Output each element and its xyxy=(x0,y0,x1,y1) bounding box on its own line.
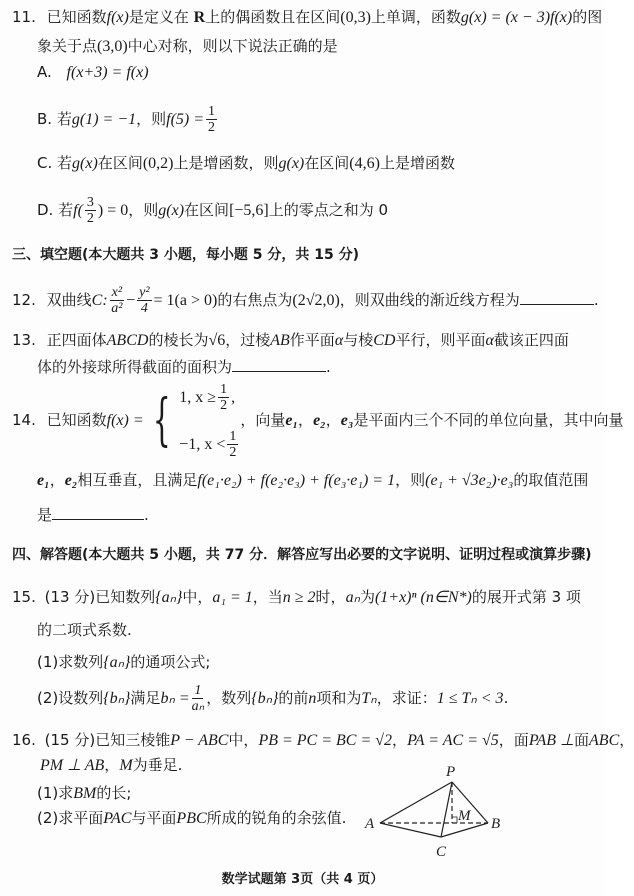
text: 平行，则平面 xyxy=(395,331,486,349)
fraction xyxy=(206,104,217,135)
text: 的右焦点为 xyxy=(217,291,293,309)
text: 若 xyxy=(57,154,73,172)
q12 xyxy=(12,283,599,318)
math: [−5,6] xyxy=(229,202,269,219)
text: ， xyxy=(49,471,65,489)
text: ， xyxy=(619,731,634,749)
text: 上是增函数，则 xyxy=(173,154,279,172)
math: CD xyxy=(373,332,396,349)
math: = 1(a > 0) xyxy=(153,292,218,309)
math: g(x) = (x − 3)f(x) xyxy=(460,9,573,26)
math: PB = PC = BC = √2 xyxy=(258,732,393,749)
math: R xyxy=(193,9,206,26)
text: ，则 xyxy=(395,471,426,489)
text: . xyxy=(144,506,149,524)
option-label: B. xyxy=(37,110,53,128)
text: 上单调，函数 xyxy=(370,8,461,26)
q11-option-d xyxy=(37,193,388,228)
option-label: C. xyxy=(37,154,53,172)
math: {aₙ} xyxy=(103,654,131,671)
math: {bₙ} xyxy=(251,690,279,707)
text: 的展开式第 3 项 xyxy=(471,588,581,606)
q16-line1 xyxy=(12,730,634,751)
math: e₂ xyxy=(313,412,326,429)
math: PA = AC = √5 xyxy=(407,732,499,749)
edge-AC xyxy=(380,823,441,837)
math: Tₙ xyxy=(361,690,377,707)
text: 若 xyxy=(56,110,72,128)
math: PM ⊥ AB xyxy=(40,757,105,774)
numerator: x² xyxy=(111,285,123,300)
question-number: 14. xyxy=(12,411,36,429)
numerator: 1 xyxy=(229,428,237,444)
text: 中， xyxy=(228,731,259,749)
math: (2√2,0) xyxy=(292,292,340,309)
text: ，则 xyxy=(128,201,159,219)
page-footer: 数学试题第 3页（共 4 页） xyxy=(221,872,384,887)
q16-line2 xyxy=(40,755,182,776)
text: 是平面内三个不同的单位向量，其中向量 xyxy=(353,411,624,429)
edge-CB xyxy=(441,823,488,837)
q15-line1 xyxy=(12,587,581,608)
math: 1, x ≥ xyxy=(179,388,217,406)
text: (15 分)已知三棱锥 xyxy=(44,731,171,749)
math: AB xyxy=(270,332,290,349)
brace-symbol: { xyxy=(152,387,171,453)
question-number: 12. xyxy=(12,291,36,309)
q15-part2 xyxy=(37,680,508,717)
text: 满足 xyxy=(130,689,161,707)
denominator: 2 xyxy=(220,397,228,413)
text: 所成的锐角的余弦值. xyxy=(206,809,347,827)
math: g(1) = −1 xyxy=(71,111,137,128)
math: − xyxy=(126,292,136,309)
math: √6 xyxy=(208,332,226,349)
text: ， xyxy=(392,731,408,749)
q14-line3 xyxy=(37,505,149,525)
text: 项和为 xyxy=(316,689,362,707)
math: e₁ xyxy=(37,472,50,489)
math: f( xyxy=(73,202,83,219)
text: ，向量 xyxy=(240,411,286,429)
math: (3,0) xyxy=(97,38,128,55)
q13-line2 xyxy=(37,357,331,377)
text: 的取值范围 xyxy=(513,471,589,489)
text: 的图 xyxy=(572,8,603,26)
q15-part1 xyxy=(37,652,210,673)
math: 1 ≤ Tₙ < 3 xyxy=(436,690,504,707)
label-A: A xyxy=(365,816,375,832)
math: n xyxy=(308,690,317,707)
label-M: M xyxy=(458,808,471,824)
math: (0,3) xyxy=(340,9,371,26)
math: g(x) xyxy=(278,155,305,172)
math: e₁ xyxy=(285,412,299,429)
answer-blank[interactable] xyxy=(520,292,594,305)
math: f(x) xyxy=(106,9,129,26)
text: 面 xyxy=(574,731,590,749)
text: (2)设数列 xyxy=(37,689,104,707)
fraction xyxy=(218,382,229,413)
fraction xyxy=(85,195,96,226)
math: bₙ = xyxy=(160,690,190,707)
math: e₂ xyxy=(64,472,78,489)
numerator: 1 xyxy=(208,104,216,119)
option-label: A. xyxy=(37,63,52,81)
fraction xyxy=(137,285,151,316)
text: 截该正四面 xyxy=(493,331,569,349)
math: f(e₁·e₂) + f(e₂·e₃) + f(e₃·e₁) = 1 xyxy=(197,472,396,489)
option-label: D. xyxy=(37,201,54,219)
text: 为垂足. xyxy=(132,756,183,774)
math: g(x) xyxy=(158,202,185,219)
math: PBC xyxy=(176,810,207,827)
pyramid-figure xyxy=(360,760,540,860)
text: 与棱 xyxy=(343,331,374,349)
q11-line1 xyxy=(12,7,602,28)
math: , xyxy=(231,388,236,406)
math: (4,6) xyxy=(349,155,380,172)
q14-line1 xyxy=(12,380,623,460)
edge-PC xyxy=(441,782,452,837)
math: (0,2) xyxy=(142,155,174,172)
fraction xyxy=(192,683,205,714)
math: PAC xyxy=(103,810,132,827)
q11-option-a xyxy=(37,62,149,83)
text: 若 xyxy=(58,201,74,219)
math: aₙ xyxy=(345,589,360,606)
text: (1)求数列 xyxy=(37,653,104,671)
text: . xyxy=(326,358,331,376)
section-4-heading: 四、解答题(本大题共 5 小题，共 77 分．解答应写出必要的文字说明、证明过程或演算步骤) xyxy=(12,547,592,563)
text: ，过棱 xyxy=(225,331,271,349)
text: 象关于点 xyxy=(37,37,98,55)
label-B: B xyxy=(491,816,501,832)
question-number: 13. xyxy=(12,331,36,349)
numerator: 1 xyxy=(194,683,202,698)
math: M xyxy=(119,757,133,774)
question-number: 16. xyxy=(12,731,36,749)
text: 的长; xyxy=(96,784,132,802)
denominator: 4 xyxy=(140,301,148,316)
text: 在区间 xyxy=(184,201,230,219)
text: 是定义在 xyxy=(128,8,189,26)
text: 的棱长为 xyxy=(148,331,209,349)
text: 正四面体 xyxy=(46,331,107,349)
text: 上的偶函数且在区间 xyxy=(205,8,341,26)
denominator: a² xyxy=(111,301,123,316)
answer-blank[interactable] xyxy=(52,507,144,520)
text: 已知函数 xyxy=(46,8,107,26)
text: 相互垂直，且满足 xyxy=(77,471,198,489)
section-3-heading: 三、填空题(本大题共 3 小题，每小题 5 分，共 15 分) xyxy=(12,247,360,263)
text: ，面 xyxy=(498,731,529,749)
math: a₁ = 1 xyxy=(212,589,253,606)
text: ，当 xyxy=(252,588,283,606)
denominator: 2 xyxy=(229,444,237,460)
math: g(x) xyxy=(72,155,98,172)
text: ，数列 xyxy=(206,689,252,707)
math: α xyxy=(334,332,344,349)
fraction xyxy=(227,429,238,460)
math: α xyxy=(485,332,494,349)
right-angle-mark xyxy=(452,817,457,823)
math: ABCD xyxy=(106,332,149,349)
piece-1 xyxy=(179,381,240,414)
text: 在区间 xyxy=(304,154,350,172)
numerator: 1 xyxy=(220,381,228,397)
label-P: P xyxy=(446,764,456,780)
q14-line2 xyxy=(37,470,588,491)
piecewise xyxy=(179,381,240,461)
math: −1, x < xyxy=(179,435,226,453)
denominator: 2 xyxy=(208,120,216,135)
q11-option-c xyxy=(37,153,455,174)
question-number: 11. xyxy=(12,8,36,26)
label-C: C xyxy=(436,844,447,860)
q11-line2 xyxy=(37,36,338,57)
text: 是 xyxy=(37,506,53,524)
math: f(x) = xyxy=(106,412,144,429)
math: n ≥ 2 xyxy=(282,589,316,606)
math: C: xyxy=(91,292,108,309)
edge-PA xyxy=(380,782,452,823)
text: ， xyxy=(298,411,314,429)
text: (13 分)已知数列 xyxy=(44,588,156,606)
text: 的通项公式; xyxy=(130,653,211,671)
text: 中， xyxy=(182,588,213,606)
text: 体的外接球所得截面的面积为 xyxy=(37,358,233,376)
math: (e₁ + √3e₂)·e₃ xyxy=(425,472,514,489)
text: . xyxy=(593,291,599,309)
text: (1)求 xyxy=(37,784,74,802)
math: f(x+3) = f(x) xyxy=(66,64,149,81)
fraction xyxy=(110,285,124,316)
text: 时， xyxy=(315,588,346,606)
numerator: 3 xyxy=(86,195,94,210)
math: {aₙ} xyxy=(155,589,183,606)
text: 在区间 xyxy=(97,154,143,172)
math: PAB ⊥ xyxy=(528,732,575,749)
text: ， xyxy=(104,756,120,774)
numerator: y² xyxy=(139,285,150,300)
math: BM xyxy=(73,785,97,802)
denominator: 2 xyxy=(86,211,94,226)
text: . xyxy=(503,689,509,707)
q11-option-b xyxy=(37,102,219,137)
q13-line1 xyxy=(12,330,569,351)
math: ABC xyxy=(589,732,620,749)
text: ，则 xyxy=(136,110,167,128)
text: 中心对称，则以下说法正确的是 xyxy=(127,37,338,55)
piece-2 xyxy=(179,428,240,461)
math: f(5) = xyxy=(166,111,205,128)
question-number: 15. xyxy=(12,588,36,606)
q16-part2 xyxy=(37,808,346,829)
q15-line2: 的二项式系数. xyxy=(37,621,132,639)
q16-part1 xyxy=(37,783,131,804)
text: 作平面 xyxy=(289,331,335,349)
math: e₃ xyxy=(340,412,354,429)
math: ) = 0 xyxy=(97,202,129,219)
text: 的前 xyxy=(278,689,309,707)
text: 已知函数 xyxy=(46,411,107,429)
answer-blank[interactable] xyxy=(232,359,326,372)
text: (2)求平面 xyxy=(37,809,104,827)
text: 与平面 xyxy=(131,809,177,827)
text: ，则双曲线的渐近线方程为 xyxy=(339,291,520,309)
math: (1+x)ⁿ (n∈N*) xyxy=(374,589,472,606)
text: ， xyxy=(325,411,341,429)
text: 上是增函数 xyxy=(379,154,455,172)
text: 为 xyxy=(359,588,375,606)
text: ，求证： xyxy=(376,689,437,707)
text: 上的零点之和为 0 xyxy=(268,201,389,219)
denominator: aₙ xyxy=(191,699,205,714)
math: {bₙ} xyxy=(103,690,131,707)
math: P − ABC xyxy=(170,732,229,749)
text: 双曲线 xyxy=(46,291,92,309)
